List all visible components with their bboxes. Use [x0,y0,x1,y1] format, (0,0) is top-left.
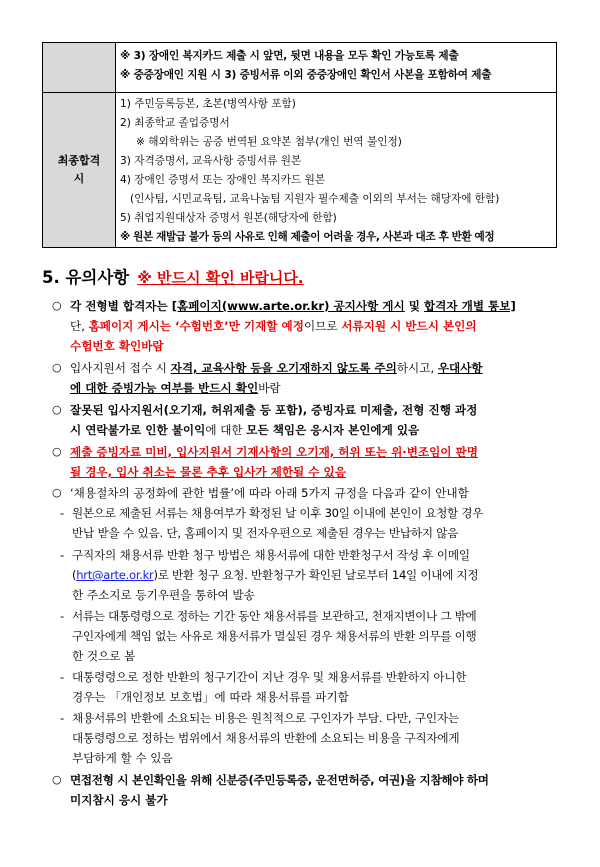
bullet-icon: ○ [52,361,62,374]
text-run: 입사지원서 접수 시 [70,361,171,375]
text-run: 시 연락불가로 인한 불이익 [70,423,206,437]
notice-line: 구인자에게 책임 없는 사유로 채용서류가 멸실된 경우 채용서류의 반환 의무를 이행 [72,629,477,643]
notice-line [70,358,483,378]
dash-marker: - [60,711,65,725]
label-line: 최종합격 [57,154,101,167]
notice-line: ‘채용절차의 공정화에 관한 법률’에 따라 아래 5가지 규정을 다음과 같이 안내함 [70,486,469,500]
notice-line: 될 경우, 입사 취소는 물론 추후 입사가 제한될 수 있음 [70,465,346,479]
bullet-icon: ○ [52,486,62,499]
table-line: ※ 원본 재발급 불가 등의 사유로 인해 제출이 어려울 경우, 사본과 대조 후 반환 예정 [120,231,495,243]
label-line: 시 [73,172,85,185]
table-content-cell [116,93,557,248]
bullet-icon: ○ [52,403,62,416]
dash-marker: - [60,506,65,520]
text-run: 바람 [258,381,281,395]
text-run: 홈페이지 게시는 ‘수험번호’만 기재할 예정 [88,319,304,333]
text-run: 서류지원 시 반드시 본인의 [341,319,477,333]
text-run: 하시고, [396,361,438,375]
notice-line [70,296,516,316]
table-line: ※ 해외학위는 공증 번역된 요약본 첨부(개인 번역 불인정) [136,136,402,148]
text-run: )로 반환 청구 요청. 반환청구가 확인된 날로부터 14일 이내에 지정 [153,568,479,582]
notice-line: 한 주소지로 등기우편을 통하여 발송 [72,588,255,602]
table-row [43,93,557,248]
dash-marker: - [60,548,65,562]
text-run: 자격, 교육사항 등을 오기재하지 않도록 주의 [170,361,397,375]
table-content-cell [116,43,557,93]
notice-line: 반납 받을 수 있음. 단, 홈페이지 및 전자우편으로 제출된 경우는 반납하지 않음 [72,526,459,540]
table-line: (인사팀, 시민교육팀, 교육나눔팀 지원자 필수제출 이외의 부서는 해당자에 한함) [130,193,500,205]
text-run: [홈페이지(www.arte.or.kr) 공지사항 게시 [171,299,405,313]
text-run: 에 대한 [205,423,247,437]
table-row [43,43,557,93]
text-run: ( [72,568,77,582]
notice-line: 미지참시 응시 불가 [70,793,168,807]
table-label-cell [43,43,116,93]
text-run: 에 대한 증빙가능 여부를 반드시 확인 [70,381,259,395]
email-link[interactable]: hrt@arte.or.kr [76,568,154,582]
table-line: 4) 장애인 증명서 또는 장애인 복지카드 원본 [120,174,326,186]
notice-line: 한 것으로 봄 [72,649,136,663]
notice-line: 구직자의 채용서류 반환 청구 방법은 채용서류에 대한 반환청구서 작성 후 이메일 [72,548,470,562]
notice-line: 원본으로 제출된 서류는 채용여부가 확정된 날 이후 30일 이내에 본인이 요청할 경우 [72,506,484,520]
notice-line: 제출 증빙자료 미비, 입사지원서 기재사항의 오기재, 허위 또는 위·변조임이 판명 [70,445,478,459]
notice-line: 잘못된 입사지원서(오기재, 허위제출 등 포함), 증빙자료 미제출, 전형 진행 과정 [70,403,478,417]
notice-line [72,565,478,585]
notice-line: 부담하게 할 수 있음 [72,751,173,765]
notice-line: 경우는 「개인정보 보호법」에 따라 채용서류를 파기함 [72,690,349,704]
section-heading [42,266,304,290]
documents-table [42,42,557,248]
table-line: 3) 자격증명서, 교육사항 증빙서류 원본 [120,155,302,167]
notice-line: 수험번호 확인바람 [70,339,164,353]
bullet-icon: ○ [52,773,62,786]
dash-marker: - [60,609,65,623]
notice-line: 대통령령으로 정한 반환의 청구기간이 지난 경우 및 채용서류를 반환하지 아니한 [72,670,467,684]
text-run: 이므로 [303,319,342,333]
dash-marker: - [60,670,65,684]
text-run: 단, [70,319,89,333]
table-label-cell [43,93,116,248]
notice-line: 면접전형 시 본인확인을 위해 신분증(주민등록증, 운전면허증, 여권)을 지참해야 하며 [70,773,489,787]
table-line: ※ 중증장애인 지원 시 3) 증빙서류 이외 중증장애인 확인서 사본을 포함하여 제출 [120,69,492,81]
notice-line [70,378,281,398]
notice-line: 대통령령으로 정하는 범위에서 채용서류의 반환에 소요되는 비용을 구직자에게 [72,731,460,745]
bullet-icon: ○ [52,299,62,312]
text-run: 합격자 개별 통보] [423,299,516,313]
text-run: 각 전형별 합격자는 [70,299,172,313]
table-line: 1) 주민등록등본, 초본(병역사항 포함) [120,98,296,110]
table-line: ※ 3) 장애인 복지카드 제출 시 앞면, 뒷면 내용을 모두 확인 가능토록 제출 [120,50,459,62]
section-highlight: ※ 반드시 확인 바랍니다. [137,269,304,287]
section-title: 5. 유의사항 [42,268,130,287]
notice-line: 서류는 대통령령으로 정하는 기간 동안 채용서류를 보관하고, 천재지변이나 그 밖에 [72,609,477,623]
bullet-icon: ○ [52,445,62,458]
notice-line [70,316,477,336]
text-run: 모든 책임은 응시자 본인에게 있음 [246,423,420,437]
table-line: 5) 취업지원대상자 증명서 원본(해당자에 한함) [120,212,337,224]
notice-line [70,420,419,440]
table-line: 2) 최종학교 졸업증명서 [120,117,230,129]
text-run: 및 [404,299,424,313]
text-run: 우대사항 [437,361,483,375]
notice-line: 채용서류의 반환에 소요되는 비용은 원칙적으로 구인자가 부담. 다만, 구인자는 [72,711,459,725]
